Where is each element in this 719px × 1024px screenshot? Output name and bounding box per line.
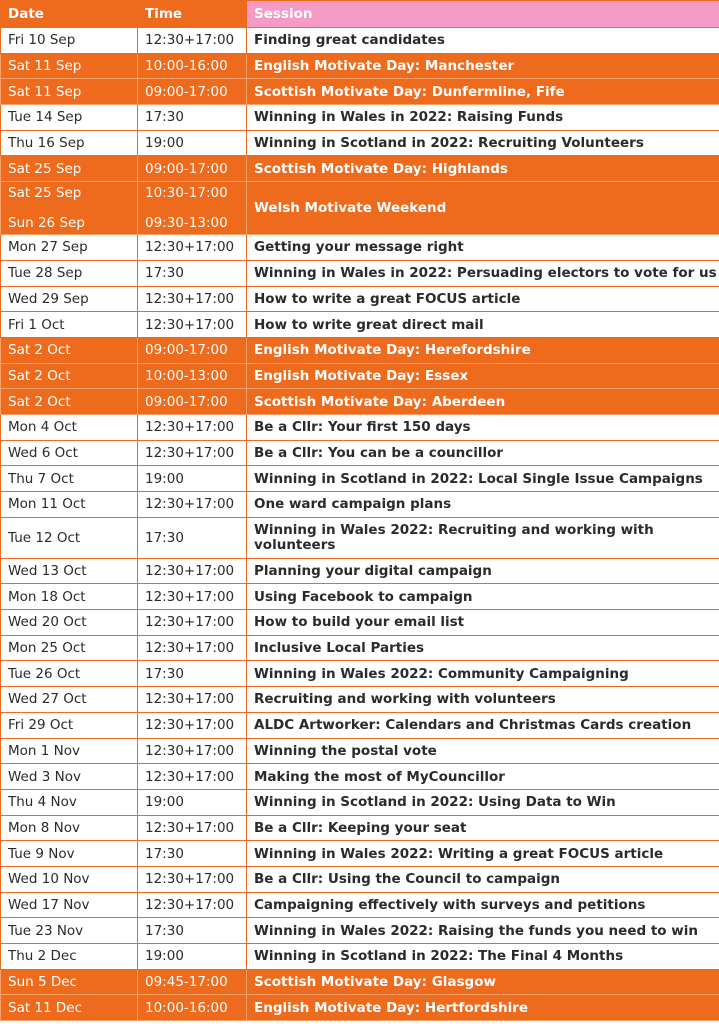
time-cell: 12:30+17:00	[138, 414, 247, 440]
session-cell: English Motivate Day: Manchester	[247, 53, 719, 79]
date-cell: Sat 2 Oct	[1, 363, 138, 389]
date-cell: Fri 1 Oct	[1, 312, 138, 338]
session-cell: Winning in Wales in 2022: Raising Funds	[247, 105, 719, 131]
date-cell: Mon 1 Nov	[1, 738, 138, 764]
time-cell: 09:00-17:00	[138, 389, 247, 415]
time-cell: 12:30+17:00	[138, 892, 247, 918]
table-row	[1, 286, 719, 312]
time-cell: 09:45-17:00	[138, 969, 247, 995]
session-cell: Using Facebook to campaign	[247, 584, 719, 610]
date-cell: Sat 11 Sep	[1, 79, 138, 105]
table-row	[1, 79, 719, 105]
date-cell: Mon 8 Nov	[1, 815, 138, 841]
table-row	[1, 969, 719, 995]
table-row	[1, 260, 719, 286]
date-cell: Wed 13 Oct	[1, 558, 138, 584]
table-row	[1, 995, 719, 1021]
date-cell: Mon 27 Sep	[1, 235, 138, 261]
session-header: Session	[247, 1, 719, 28]
time-cell: 12:30+17:00	[138, 866, 247, 892]
time-cell: 17:30	[138, 517, 247, 558]
time-cell: 10:00-16:00	[138, 995, 247, 1021]
table-row	[1, 661, 719, 687]
table-row	[1, 312, 719, 338]
table-row	[1, 635, 719, 661]
date-cell: Sat 11 Sep	[1, 53, 138, 79]
time-cell: 12:30+17:00	[138, 440, 247, 466]
table-row	[1, 892, 719, 918]
table-row	[1, 944, 719, 970]
time-cell: 09:00-17:00	[138, 337, 247, 363]
session-cell: Scottish Motivate Day: Glasgow	[247, 969, 719, 995]
time-cell	[138, 182, 247, 235]
date-header: Date	[1, 1, 138, 28]
date-cell: Thu 16 Sep	[1, 130, 138, 156]
session-cell: Be a Cllr: Using the Council to campaign	[247, 866, 719, 892]
table-row	[1, 53, 719, 79]
table-row	[1, 789, 719, 815]
session-cell: Winning the postal vote	[247, 738, 719, 764]
table-row	[1, 610, 719, 636]
date-cell: Wed 17 Nov	[1, 892, 138, 918]
table-row	[1, 815, 719, 841]
session-cell: How to write a great FOCUS article	[247, 286, 719, 312]
table-row	[1, 130, 719, 156]
date-cell: Tue 9 Nov	[1, 841, 138, 867]
session-cell: Winning in Wales 2022: Writing a great FOCUS article	[247, 841, 719, 867]
session-cell: Winning in Scotland in 2022: Local Single Issue Campaigns	[247, 466, 719, 492]
date-cell: Sat 11 Dec	[1, 995, 138, 1021]
date-cell: Fri 10 Sep	[1, 28, 138, 54]
date-cell: Tue 28 Sep	[1, 260, 138, 286]
time-cell: 12:30+17:00	[138, 687, 247, 713]
session-cell: ALDC Artworker: Calendars and Christmas Cards creation	[247, 712, 719, 738]
table-row	[1, 866, 719, 892]
time-cell: 12:30+17:00	[138, 558, 247, 584]
date-cell: Sun 5 Dec	[1, 969, 138, 995]
table-row	[1, 235, 719, 261]
time-cell: 12:30+17:00	[138, 610, 247, 636]
table-row	[1, 182, 719, 235]
session-cell: Scottish Motivate Day: Highlands	[247, 156, 719, 182]
session-cell: Scottish Motivate Day: Aberdeen	[247, 389, 719, 415]
table-row	[1, 105, 719, 131]
date-cell: Mon 11 Oct	[1, 492, 138, 518]
time-cell: 12:30+17:00	[138, 492, 247, 518]
time-cell: 12:30+17:00	[138, 738, 247, 764]
date-cell: Mon 18 Oct	[1, 584, 138, 610]
session-cell: One ward campaign plans	[247, 492, 719, 518]
session-cell: Recruiting and working with volunteers	[247, 687, 719, 713]
time-cell: 19:00	[138, 466, 247, 492]
session-cell: English Motivate Day: Essex	[247, 363, 719, 389]
time-cell: 12:30+17:00	[138, 635, 247, 661]
time-cell: 17:30	[138, 841, 247, 867]
date-cell: Tue 26 Oct	[1, 661, 138, 687]
time-cell: 12:30+17:00	[138, 312, 247, 338]
time-cell: 12:30+17:00	[138, 764, 247, 790]
table-row	[1, 687, 719, 713]
time-cell: 10:00-16:00	[138, 53, 247, 79]
table-row	[1, 584, 719, 610]
time-cell: 17:30	[138, 661, 247, 687]
table-row	[1, 156, 719, 182]
table-row	[1, 841, 719, 867]
time-cell: 19:00	[138, 944, 247, 970]
table-row	[1, 517, 719, 558]
session-cell: Winning in Scotland in 2022: Recruiting Volunteers	[247, 130, 719, 156]
date-line: Sun 26 Sep	[8, 215, 85, 232]
time-cell: 17:30	[138, 260, 247, 286]
time-cell: 19:00	[138, 130, 247, 156]
time-cell: 12:30+17:00	[138, 28, 247, 54]
time-cell: 12:30+17:00	[138, 712, 247, 738]
session-cell: Winning in Wales in 2022: Persuading electors to vote for us	[247, 260, 719, 286]
time-cell: 17:30	[138, 918, 247, 944]
time-cell: 12:30+17:00	[138, 286, 247, 312]
session-cell: Winning in Wales 2022: Recruiting and working with volunteers	[247, 517, 719, 558]
time-cell: 12:30+17:00	[138, 584, 247, 610]
session-cell: English Motivate Day: Hertfordshire	[247, 995, 719, 1021]
date-cell: Sat 25 Sep	[1, 156, 138, 182]
session-cell: Welsh Motivate Weekend	[247, 182, 719, 235]
session-cell: English Motivate Day: Herefordshire	[247, 337, 719, 363]
date-cell: Wed 27 Oct	[1, 687, 138, 713]
table-row	[1, 337, 719, 363]
date-cell: Wed 3 Nov	[1, 764, 138, 790]
table-row	[1, 492, 719, 518]
date-cell: Mon 4 Oct	[1, 414, 138, 440]
session-cell: Be a Cllr: Keeping your seat	[247, 815, 719, 841]
table-row	[1, 440, 719, 466]
date-cell: Wed 20 Oct	[1, 610, 138, 636]
session-cell: Be a Cllr: Your first 150 days	[247, 414, 719, 440]
session-cell: Getting your message right	[247, 235, 719, 261]
session-cell: Winning in Scotland in 2022: Using Data to Win	[247, 789, 719, 815]
table-row	[1, 764, 719, 790]
session-cell: Be a Cllr: You can be a councillor	[247, 440, 719, 466]
time-header: Time	[138, 1, 247, 28]
table-row	[1, 558, 719, 584]
time-cell: 10:00-13:00	[138, 363, 247, 389]
time-cell: 09:00-17:00	[138, 156, 247, 182]
table-row	[1, 712, 719, 738]
session-cell: Winning in Wales 2022: Raising the funds you need to win	[247, 918, 719, 944]
date-cell: Mon 25 Oct	[1, 635, 138, 661]
session-cell: Scottish Motivate Day: Dunfermline, Fife	[247, 79, 719, 105]
date-cell: Fri 29 Oct	[1, 712, 138, 738]
time-cell: 12:30+17:00	[138, 235, 247, 261]
date-cell: Tue 23 Nov	[1, 918, 138, 944]
date-cell: Thu 4 Nov	[1, 789, 138, 815]
session-cell: How to write great direct mail	[247, 312, 719, 338]
session-cell: How to build your email list	[247, 610, 719, 636]
date-line: Sat 25 Sep	[8, 185, 82, 202]
date-cell: Sat 2 Oct	[1, 389, 138, 415]
table-row	[1, 918, 719, 944]
table-row	[1, 466, 719, 492]
session-cell: Winning in Scotland in 2022: The Final 4 Months	[247, 944, 719, 970]
table-row	[1, 389, 719, 415]
table-row	[1, 28, 719, 54]
session-cell: Making the most of MyCouncillor	[247, 764, 719, 790]
date-cell: Wed 6 Oct	[1, 440, 138, 466]
date-cell: Thu 2 Dec	[1, 944, 138, 970]
table-row	[1, 363, 719, 389]
date-cell: Tue 12 Oct	[1, 517, 138, 558]
table-row	[1, 738, 719, 764]
time-cell: 09:00-17:00	[138, 79, 247, 105]
time-cell: 19:00	[138, 789, 247, 815]
session-cell: Winning in Wales 2022: Community Campaigning	[247, 661, 719, 687]
header-row	[1, 1, 719, 28]
table-row	[1, 414, 719, 440]
session-cell: Inclusive Local Parties	[247, 635, 719, 661]
date-cell: Tue 14 Sep	[1, 105, 138, 131]
date-cell: Wed 29 Sep	[1, 286, 138, 312]
time-cell: 12:30+17:00	[138, 815, 247, 841]
time-line: 09:30-13:00	[145, 215, 228, 232]
date-cell: Sat 2 Oct	[1, 337, 138, 363]
session-cell: Finding great candidates	[247, 28, 719, 54]
session-cell: Planning your digital campaign	[247, 558, 719, 584]
date-cell: Thu 7 Oct	[1, 466, 138, 492]
time-cell: 17:30	[138, 105, 247, 131]
date-cell: Wed 10 Nov	[1, 866, 138, 892]
session-cell: Campaigning effectively with surveys and petitions	[247, 892, 719, 918]
date-cell	[1, 182, 138, 235]
time-line: 10:30-17:00	[145, 185, 228, 202]
